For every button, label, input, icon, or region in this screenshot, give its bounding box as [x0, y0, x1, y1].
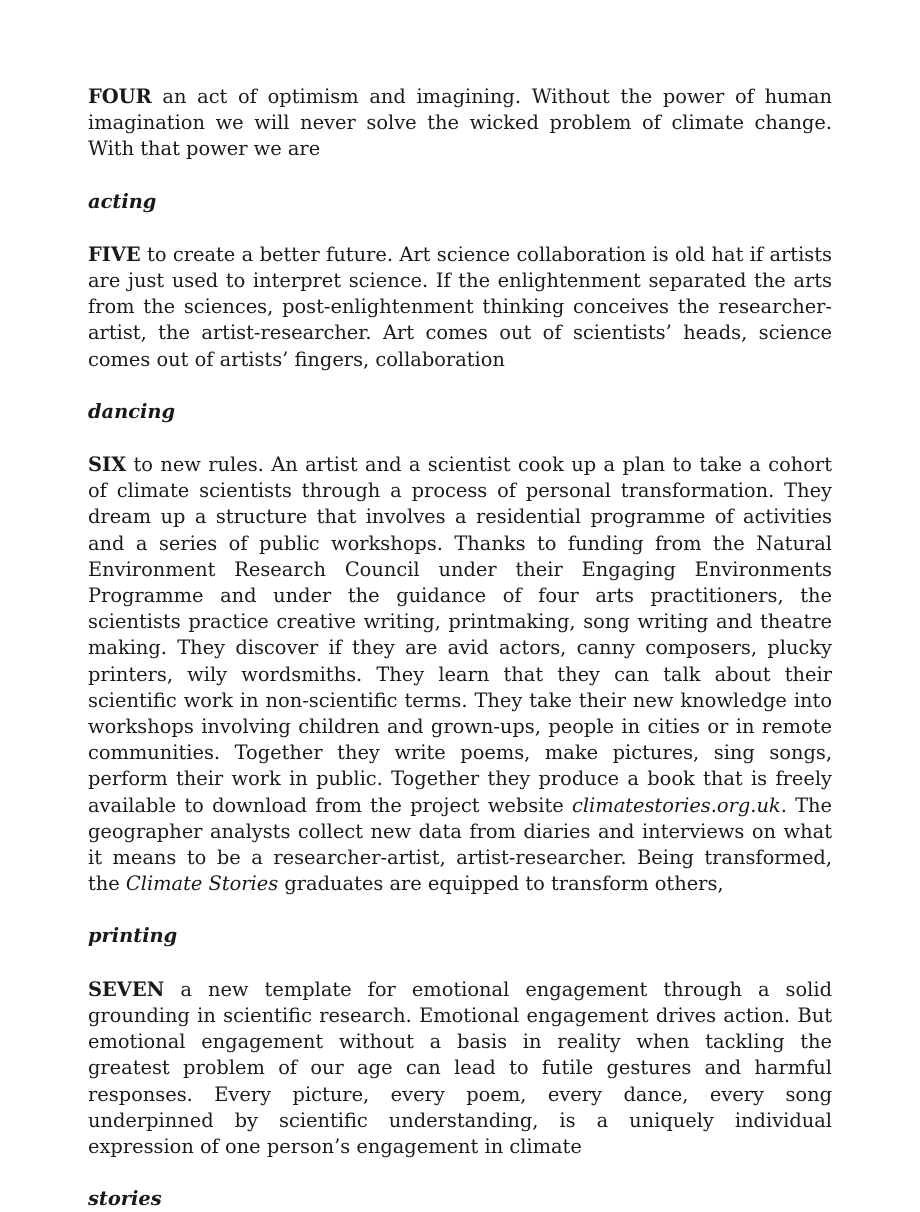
project-name: Climate Stories [125, 872, 279, 896]
paragraph-text: to create a better future. Art science collaboration is old hat if artists are just used to interpret science. If the enlightenment separated the arts from the sciences, post-enlightenment thinking conceives the researcher-artist, the artist-researcher. Art comes out of scientists’ heads, science comes out of artists’ fingers, collaboration [88, 242, 832, 371]
section-verb: printing [88, 924, 178, 948]
paragraph-text: a new template for emotional engagement through a solid grounding in scientific research. Emotional engagement drives action. But emotional engagement without a basis in reality when tackling the greatest problem of our age can lead to futile gestures and harmful responses. Every picture, every poem, every dance, every song underpinned by scientific understanding, is a uniquely individual expression of one person’s engagement in climate [88, 977, 832, 1158]
paragraph-five [88, 242, 832, 373]
section-number: SEVEN [88, 977, 165, 1001]
paragraph-text: . The geographer analysts collect new data from diaries and interviews on what it means to be a researcher-artist, artist-researcher. Being transformed, the [88, 793, 832, 896]
section-verb: stories [88, 1187, 162, 1211]
document-page [88, 84, 832, 1212]
section-number: FOUR [88, 85, 152, 108]
section-number: SIX [88, 453, 127, 477]
paragraph-six [88, 452, 832, 897]
paragraph-text: an act of optimism and imagining. Without the power of human imagination we will never solve the wicked problem of climate change. With that power we are [88, 85, 832, 161]
paragraph-text: graduates are equipped to transform others, [278, 872, 724, 896]
section-number: FIVE [88, 242, 141, 266]
section-verb: dancing [88, 399, 176, 423]
paragraph-four [88, 84, 832, 163]
website-reference: climatestories.org.uk [571, 793, 781, 817]
section-verb: acting [88, 189, 157, 213]
paragraph-seven [88, 977, 832, 1160]
paragraph-text: to new rules. An artist and a scientist cook up a plan to take a cohort of climate scientists through a process of personal transformation. They dream up a structure that involves a residential programme of activities and a series of public workshops. Thanks to funding from the Natural Environment Research Council under their Engaging Environments Programme and under the guidance of four arts practitioners, the scientists practice creative writing, printmaking, song writing and theatre making. They discover if they are avid actors, canny composers, plucky printers, wily wordsmiths. They learn that they can talk about their scientific work in non-scientific terms. They take their new knowledge into workshops involving children and grown-ups, people in cities or in remote communities. Together they write poems, make pictures, sing songs, perform their work in public. Together they produce a book that is freely available to download from the project website [88, 453, 832, 817]
